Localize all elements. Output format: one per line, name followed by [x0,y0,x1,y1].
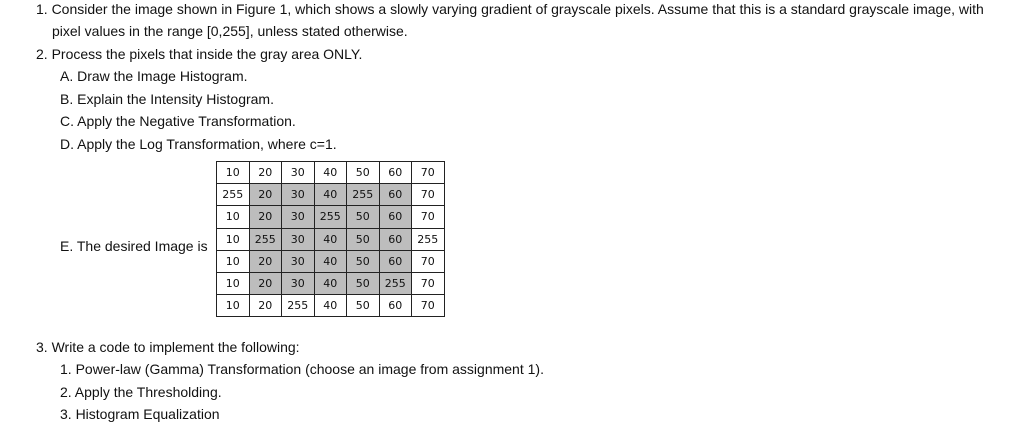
grid-cell-gray: 20 [249,250,282,272]
grid-cell: 60 [379,162,412,184]
grid-cell: 40 [314,162,347,184]
grid-row [217,272,445,294]
grid-cell: 10 [217,272,250,294]
q2-item-a: A. Draw the Image Histogram. [60,68,248,84]
desired-image-grid [216,161,445,317]
grid-cell-gray: 255 [249,228,282,250]
grid-cell-gray: 20 [249,184,282,206]
q3-title: 3. Write a code to implement the following: [36,339,300,355]
grid-cell-gray: 50 [347,206,380,228]
q3-item-2: 2. Apply the Thresholding. [60,384,222,400]
q3-item-3: 3. Histogram Equalization [60,406,220,422]
grid-cell-gray: 40 [314,272,347,294]
grid-cell: 10 [217,250,250,272]
q2-item-d: D. Apply the Log Transformation, where c=1. [60,136,337,152]
grid-cell: 255 [282,295,315,317]
grid-cell: 70 [412,250,445,272]
q2-title: 2. Process the pixels that inside the gray area ONLY. [36,46,363,62]
grid-cell: 30 [282,162,315,184]
grid-cell-gray: 255 [347,184,380,206]
grid-cell: 10 [217,206,250,228]
grid-cell: 10 [217,228,250,250]
grid-cell: 10 [217,162,250,184]
grid-cell: 10 [217,295,250,317]
q1-line1: 1. Consider the image shown in Figure 1, which shows a slowly varying gradient of grayscale pixels. Assume that this is a standard grayscale image, with [36,1,984,17]
grid-cell-gray: 60 [379,250,412,272]
grid-cell-gray: 255 [314,206,347,228]
grid-cell-gray: 50 [347,272,380,294]
grid-cell-gray: 40 [314,250,347,272]
grid-cell: 70 [412,272,445,294]
grid-cell: 70 [412,206,445,228]
grid-row [217,206,445,228]
grid-cell: 20 [249,162,282,184]
grid-cell-gray: 30 [282,272,315,294]
grid-cell: 50 [347,295,380,317]
grid-cell-gray: 40 [314,228,347,250]
grid-row [217,162,445,184]
grid-cell-gray: 60 [379,228,412,250]
grid-cell: 20 [249,295,282,317]
grid-cell-gray: 20 [249,206,282,228]
grid-cell-gray: 30 [282,250,315,272]
grid-cell-gray: 40 [314,184,347,206]
grid-cell-gray: 30 [282,228,315,250]
grid-cell-gray: 30 [282,184,315,206]
grid-cell-gray: 60 [379,206,412,228]
q2-item-c: C. Apply the Negative Transformation. [60,113,296,129]
grid-cell-gray: 30 [282,206,315,228]
grid-cell: 70 [412,184,445,206]
grid-cell: 70 [412,295,445,317]
grid-cell: 60 [379,295,412,317]
q2-item-e: E. The desired Image is [60,238,208,254]
grid-cell-gray: 50 [347,228,380,250]
grid-row [217,228,445,250]
grid-cell: 255 [412,228,445,250]
q1-line2: pixel values in the range [0,255], unless stated otherwise. [52,23,408,39]
grid-cell: 255 [217,184,250,206]
q2-item-b: B. Explain the Intensity Histogram. [60,91,274,107]
grid-row [217,250,445,272]
grid-cell: 70 [412,162,445,184]
grid-cell-gray: 255 [379,272,412,294]
grid-row [217,184,445,206]
grid-cell-gray: 60 [379,184,412,206]
grid-row [217,295,445,317]
grid-cell: 50 [347,162,380,184]
grid-cell-gray: 20 [249,272,282,294]
grid-cell-gray: 50 [347,250,380,272]
grid-cell: 40 [314,295,347,317]
q3-item-1: 1. Power-law (Gamma) Transformation (choose an image from assignment 1). [60,361,544,377]
